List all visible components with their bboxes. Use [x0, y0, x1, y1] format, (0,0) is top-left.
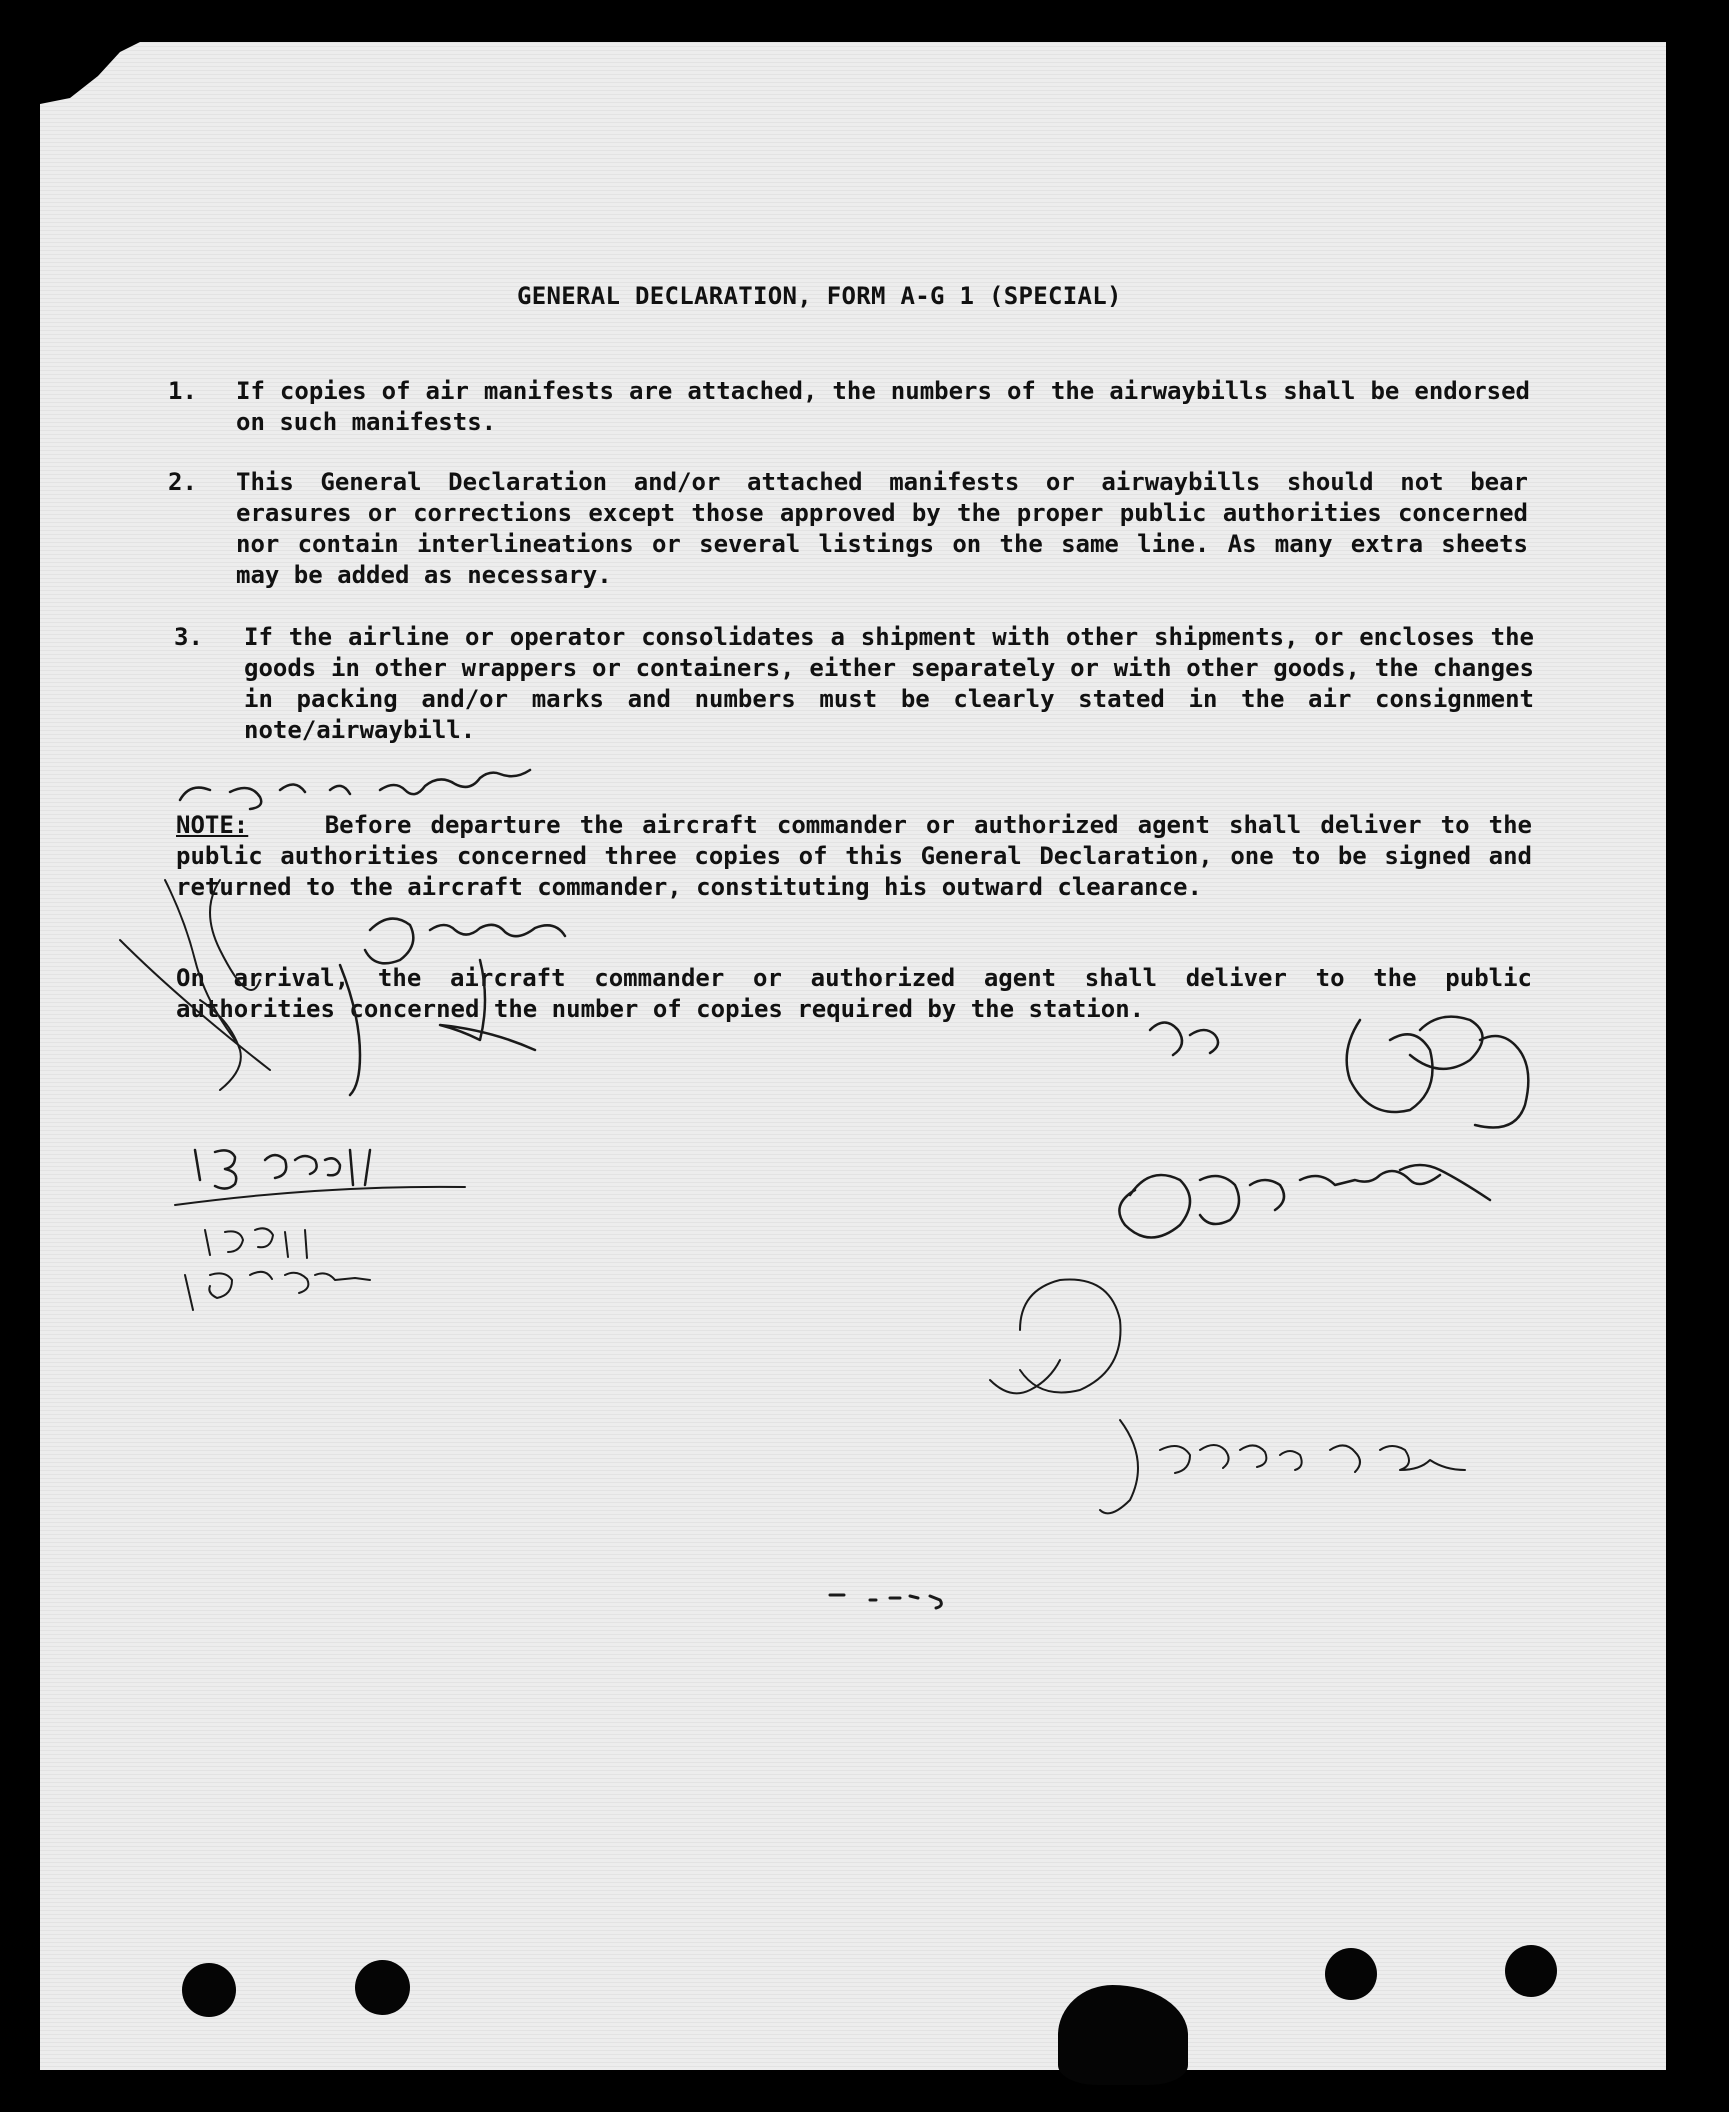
punch-hole	[182, 1963, 236, 2017]
form-title: GENERAL DECLARATION, FORM A-G 1 (SPECIAL)	[517, 282, 1122, 310]
note-paragraph	[176, 810, 1532, 935]
list-item-2	[168, 467, 1530, 592]
punch-hole	[1505, 1945, 1557, 1997]
note-text: Before departure the aircraft commander or authorized agent shall deliver to the public authorities concerned three copies of this General Declaration, one to be signed and returned to the aircraft commander, constituting his outward clearance.	[176, 811, 1533, 901]
document-page	[40, 42, 1666, 2070]
note-label: NOTE:	[176, 811, 249, 839]
item-number: 1.	[168, 377, 197, 405]
arrival-paragraph	[176, 963, 1532, 1027]
item-number: 3.	[174, 623, 203, 651]
punch-hole	[355, 1960, 410, 2015]
note-text-block	[176, 810, 1532, 903]
punch-hole	[1325, 1948, 1377, 2000]
list-item-3	[174, 622, 1536, 747]
item-text: If copies of air manifests are attached, the numbers of the airwaybills shall be endorsed on such manifests.	[236, 377, 1530, 436]
list-item-1	[168, 376, 1530, 440]
item-number: 2.	[168, 468, 197, 496]
arrival-text: On arrival, the aircraft commander or authorized agent shall deliver to the public authorities concerned the number of copies required by the station.	[176, 964, 1532, 1023]
item-text: This General Declaration and/or attached manifests or airwaybills should not bear erasures or corrections except those approved by the proper public authorities concerned nor contain interlineations or several listings on the same line. As many extra sheets may be added as necessary.	[236, 468, 1528, 589]
item-text: If the airline or operator consolidates a shipment with other shipments, or encloses the goods in other wrappers or containers, either separately or with other goods, the changes in packing and/or marks and numbers must be clearly stated in the air consignment note/airwaybill.	[244, 623, 1534, 744]
